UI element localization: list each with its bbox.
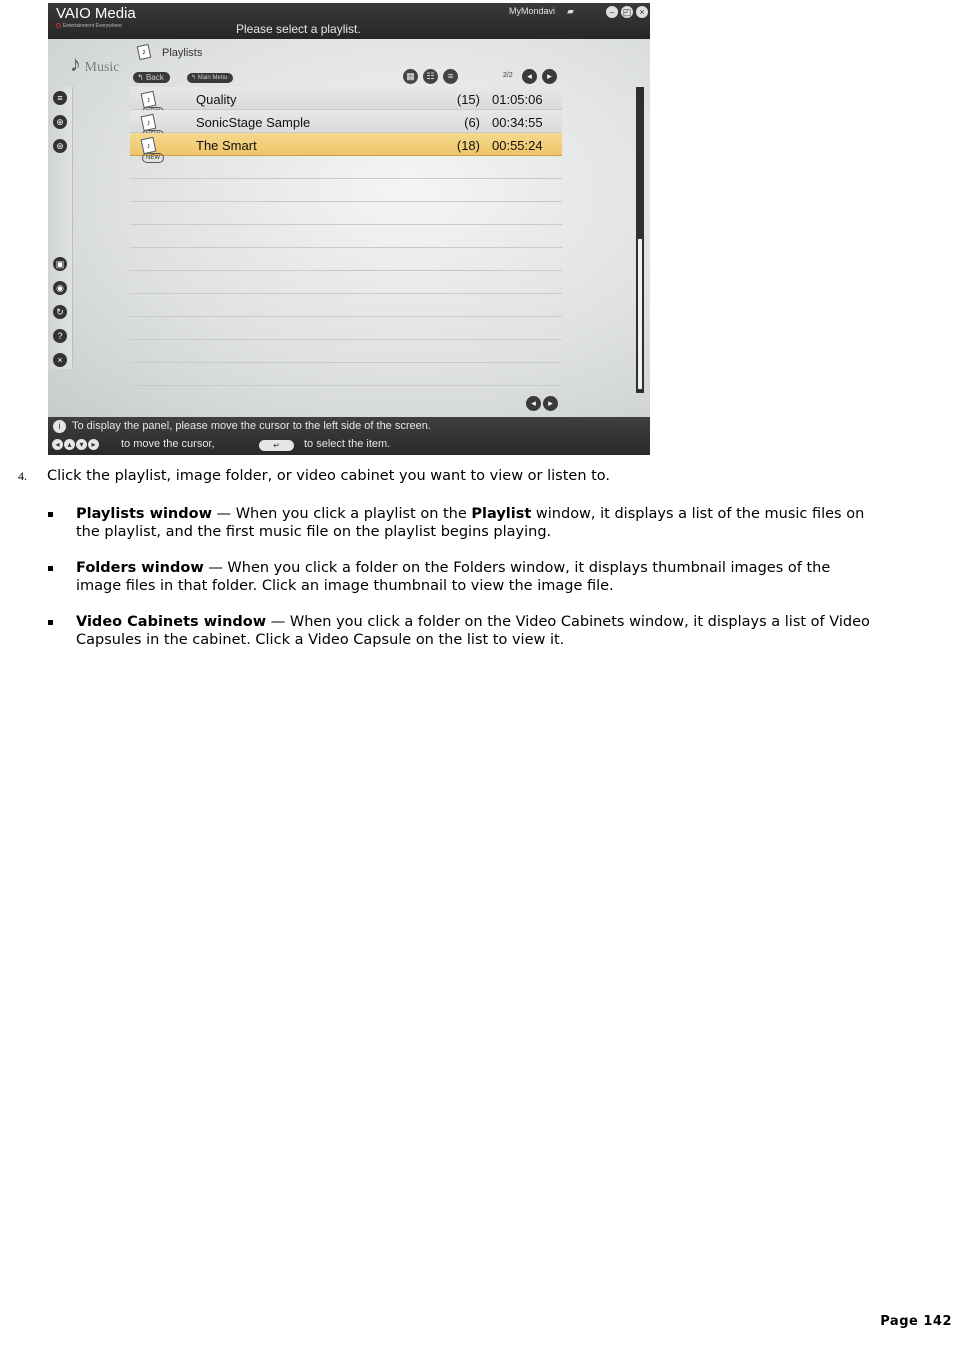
empty-row xyxy=(130,317,562,340)
scrollbar[interactable] xyxy=(636,87,644,393)
bullet-text: — When you click a folder on the Video Cabinets window, it displays a list of Video Capsules in the cabinet. Click a Video Capsule on the list to view it. xyxy=(76,614,870,648)
main-menu-label: Main Menu xyxy=(197,75,228,81)
menu-icon[interactable]: ≡ xyxy=(53,91,67,105)
empty-row xyxy=(130,340,562,363)
prompt-text: Please select a playlist. xyxy=(236,22,361,36)
page-down-icon[interactable]: ▸ xyxy=(543,396,558,411)
back-button[interactable] xyxy=(133,72,170,83)
playlist-duration: 00:55:24 xyxy=(492,138,543,153)
side-panel xyxy=(48,87,73,369)
content-area xyxy=(48,39,650,417)
bullet-text: window, it displays a list of the music files on the playlist, and the first music file on the playlist begins playing. xyxy=(76,506,865,540)
main-menu-arrow-icon: ↰ xyxy=(191,75,198,81)
empty-row xyxy=(130,156,562,179)
restore-icon[interactable]: ◰ xyxy=(622,7,632,17)
detail-view-icon[interactable]: ☷ xyxy=(423,69,438,84)
page-indicator: 2/2 xyxy=(503,72,513,79)
empty-row xyxy=(130,225,562,248)
tagline-text: Entertainment Everywhere xyxy=(63,23,122,29)
info-icon: i xyxy=(53,420,66,433)
playlist-duration: 00:34:55 xyxy=(492,115,543,130)
bullet-list xyxy=(47,505,877,667)
back-arrow-icon: ↰ xyxy=(137,73,146,82)
globe-icon[interactable]: ⊕ xyxy=(53,115,67,129)
music-logo-text: Music xyxy=(84,60,120,75)
track-count: (6) xyxy=(464,115,480,130)
bullet-title: Playlists window xyxy=(76,506,212,522)
bullet-text: — When you click a playlist on the xyxy=(212,506,472,522)
settings-icon[interactable]: ⊛ xyxy=(53,139,67,153)
bullet-text: — When you click a folder on the Folders window, it displays thumbnail images of the image files in that folder. Click an image thumbnail to view the image file. xyxy=(76,560,831,594)
close-icon[interactable]: × xyxy=(636,6,648,18)
enter-key-icon: ↵ xyxy=(259,440,294,451)
empty-row xyxy=(130,202,562,225)
list-title: Playlists xyxy=(162,47,203,59)
bullet-title: Video Cabinets window xyxy=(76,614,267,630)
playlist-name: Quality xyxy=(196,92,237,107)
music-file-icon: ♪ xyxy=(141,137,157,154)
playlist-row[interactable] xyxy=(130,110,562,133)
track-count: (18) xyxy=(456,138,480,153)
playlist-row[interactable] xyxy=(130,87,562,110)
window-icon[interactable]: ▣ xyxy=(53,257,67,271)
app-tagline xyxy=(56,23,122,29)
logo-dot-icon xyxy=(56,23,61,28)
exit-icon[interactable]: × xyxy=(53,353,67,367)
empty-row xyxy=(130,179,562,202)
bullet-title: Folders window xyxy=(76,560,204,576)
new-badge xyxy=(142,115,176,127)
bullet-playlists xyxy=(47,505,877,541)
playlist-list xyxy=(130,87,562,393)
move-cursor-hint: to move the cursor, xyxy=(121,438,215,450)
empty-row xyxy=(130,294,562,317)
scrollbar-thumb[interactable] xyxy=(638,239,642,389)
refresh-icon[interactable]: ↻ xyxy=(53,305,67,319)
empty-row xyxy=(130,363,562,386)
back-label: Back xyxy=(145,73,164,82)
playlist-row-selected[interactable] xyxy=(130,133,562,162)
prev-page-icon[interactable]: ◂ xyxy=(522,69,537,84)
vaio-media-screenshot xyxy=(48,3,650,455)
arrow-keys-icon: ◂ ▴ ▾ ▸ xyxy=(52,439,100,450)
music-section-logo xyxy=(70,51,120,77)
select-item-hint: to select the item. xyxy=(304,438,391,450)
grid-view-icon[interactable]: ▦ xyxy=(403,69,418,84)
playlist-name: SonicStage Sample xyxy=(196,115,311,130)
main-menu-button[interactable] xyxy=(187,73,233,83)
user-name: MyMondavi xyxy=(509,6,556,16)
bullet-emphasis: Playlist xyxy=(471,506,532,522)
bullet-folders xyxy=(47,559,877,595)
panel-hint: To display the panel, please move the cursor to the left side of the screen. xyxy=(72,420,431,432)
next-page-icon[interactable]: ▸ xyxy=(542,69,557,84)
minimize-icon[interactable]: – xyxy=(606,6,618,18)
new-tag: NEW xyxy=(142,153,164,163)
record-icon[interactable]: ◉ xyxy=(53,281,67,295)
new-badge xyxy=(142,138,176,162)
title-bar xyxy=(48,3,650,39)
hint-footer xyxy=(48,417,650,455)
music-file-icon: ♪ xyxy=(141,91,157,108)
app-brand: VAIO Media xyxy=(56,5,136,22)
playlist-name: The Smart xyxy=(196,138,257,153)
step-text: Click the playlist, image folder, or video cabinet you want to view or listen to. xyxy=(47,468,611,484)
page-number: Page 142 xyxy=(880,1314,952,1329)
track-count: (15) xyxy=(456,92,480,107)
playlist-icon: ♪ xyxy=(137,44,152,60)
step-number: 4. xyxy=(18,469,27,483)
music-file-icon: ♪ xyxy=(141,114,157,131)
list-view-icon[interactable]: ≡ xyxy=(443,69,458,84)
user-computer-icon: ▰ xyxy=(567,6,574,16)
bullet-video-cabinets xyxy=(47,613,877,649)
music-note-icon: ♪ xyxy=(70,51,81,76)
empty-row xyxy=(130,248,562,271)
page-up-icon[interactable]: ◂ xyxy=(526,396,541,411)
empty-row xyxy=(130,271,562,294)
new-badge xyxy=(142,92,176,104)
playlist-duration: 01:05:06 xyxy=(492,92,543,107)
help-icon[interactable]: ? xyxy=(53,329,67,343)
